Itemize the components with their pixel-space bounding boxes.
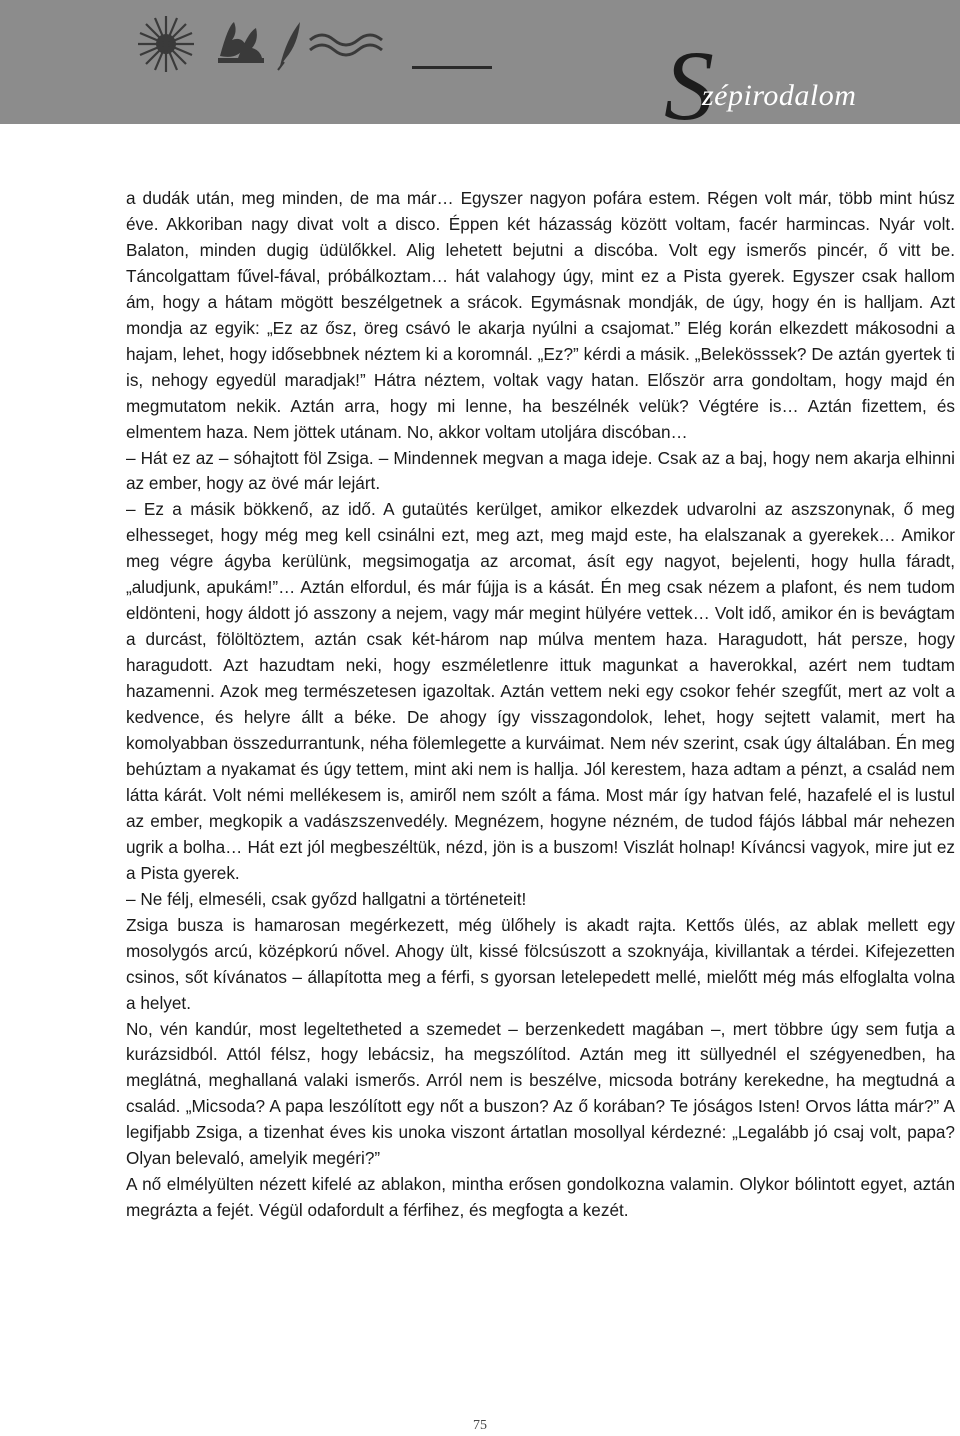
paragraph: Zsiga busza is hamarosan megérkezett, még ülőhely is akadt rajta. Kettős ülés, az ablak mellett egy mosolygós arcú, középkorú nővel. Ahogy ült, kissé fölcsúszott a szoknyája, kivillantak a térdei. Kifejezetten csinos, sőt kívánatos – állapította meg a férfi, s gyorsan letelepedett mellé, mielőtt még más elfoglalta volna a helyet. — [126, 914, 955, 1013]
paragraph: A nő elmélyülten nézett kifelé az ablakon, mintha erősen gondolkozna valamin. Olykor bólintott egyet, aztán megrázta a fejét. Végül odafordult a férfihez, és megfogta a kezét. — [126, 1174, 955, 1221]
magazine-logo — [664, 30, 924, 141]
paragraph: – Hát ez az – sóhajtott föl Zsiga. – Mindennek megvan a maga ideje. Csak az a baj, hogy nem akarja elhinni az ember, hogy az övé már lejárt. — [126, 447, 955, 494]
logo-text: zépirodalom — [702, 79, 857, 112]
masks-icon — [218, 22, 264, 63]
header-band — [0, 0, 960, 141]
logo-initial: S — [664, 30, 714, 141]
paragraph: – Ne félj, elmeséli, csak győzd hallgatni a történeteit! — [126, 888, 527, 909]
paragraph: a dudák után, meg minden, de ma már… Egyszer nagyon pofára estem. Régen volt már, több mint húsz éve. Akkoriban nagy divat volt a disco. Éppen két házasság között voltam, facér harmincas. Nyár volt. Balaton, minden dugig üdülőkkel. Alig lehetett bejutni a discóba. Volt egy ismerős pincér, ő vitt be. Táncolgattam fűvel-fával, próbálkoztam… hát valahogy úgy, mint ez a Pista gyerek. Egyszer csak hallom ám, hogy a hátam mögött beszélgetnek a srácok. Egymásnak mondják, de úgy, hogy én is halljam. Azt mondja az egyik: „Ez az ősz, öreg csávó le akarja nyúlni a csajomat.” Elég korán elkezdett mákosodni a hajam, lehet, hogy idősebbnek néztem ki a koromnál. „Ez?” kérdi a másik. „Belekösssek? De aztán gyertek ti is, nehogy egyedül maradjak!” Hátra néztem, voltak vagy hatan. Először arra gondoltam, hogy majd én megmutatom nekik. Aztán arra, hogy mi lenne, ha beszélnék velük? Végtére is… Aztán fizettem, és elmentem haza. Nem jöttek utánam. No, akkor voltam utoljára discóban… — [126, 188, 955, 442]
article-body — [126, 186, 955, 1224]
header-rule — [412, 66, 492, 69]
waves-icon — [310, 35, 382, 55]
page-number: 75 — [473, 1418, 487, 1433]
paragraph: – Ez a másik bökkenő, az idő. A gutaütés kerülget, amikor elkezdek udvarolni az aszszonynak, ő meg elhesseget, hogy még meg kell csinálni ezt, meg azt, meg majd este, ha elalszanak a gyerekek… Amikor meg végre ágyba kerülünk, megsimogatja az arcomat, ásít egy nagyot, bejelenti, hogy hulla fáradt, „aludjunk, apukám!”… Aztán elfordul, és már fújja is a kását. Én meg csak nézem a plafont, és nem tudom eldönteni, hogy áldott jó asszony a nejem, vagy már megint hülyére vettek… Volt idő, amikor én is bevágtam a durcást, fölöltöztem, aztán csak két-három nap múlva mentem haza. Haragudott, hát persze, hogy haragudott. Azt hazudtam neki, hogy eszméletlenre ittuk magunkat a haverokkal, azért nem tudtam hazamenni. Azok meg természetesen igazoltak. Aztán vettem neki egy csokor fehér szegfűt, mert az volt a kedvence, és helyre állt a béke. De ahogy így visszagondolok, lehet, hogy sejtett valamit, mert ha komolyabban összedurrantunk, néha fölemlegette a kurváimat. Nem név szerint, csak úgy általában. Én meg behúztam a nyakamat és úgy tettem, mint aki nem is hallja. Jól kerestem, haza adtam a pénzt, a család nem látta kárát. Volt némi mellékesem is, amiről nem szólt a fáma. Most már így hatvan felé, hazafelé el is lustul az ember, megkopik a vadászszenvedély. Megnézem, hogyne nézném, de tudod fájós lábbal már nehezen ugrik a bolha… Hát ezt jól megbeszéltük, nézd, jön is a buszom! Viszlát holnap! Kíváncsi vagyok, mire jut ez a Pista gyerek. — [126, 499, 955, 883]
paragraph: No, vén kandúr, most legeltetheted a szemedet – berzenkedett magában –, mert többre úgy sem futja a kurázsidból. Attól félsz, hogy lebácsiz, ha megszólítod. Aztán meg itt süllyednél el szégyenedben, ha meglátná, meghallaná valaki ismerős. Arról nem is beszélve, micsoda botrány kerekedne, ha megtudná a család. „Micsoda? A papa leszólított egy nőt a buszon? Az ő korában? Te jóságos Isten! Orvos látta már?” A legifjabb Zsiga, a tizenhat éves kis unoka viszont ártatlan mosollyal kérdezné: „Legalább jó csaj volt, papa? Olyan belevaló, amelyik megéri?” — [126, 1018, 955, 1169]
sun-icon — [138, 16, 194, 72]
header-ornaments — [122, 6, 402, 78]
feather-icon — [278, 22, 300, 70]
